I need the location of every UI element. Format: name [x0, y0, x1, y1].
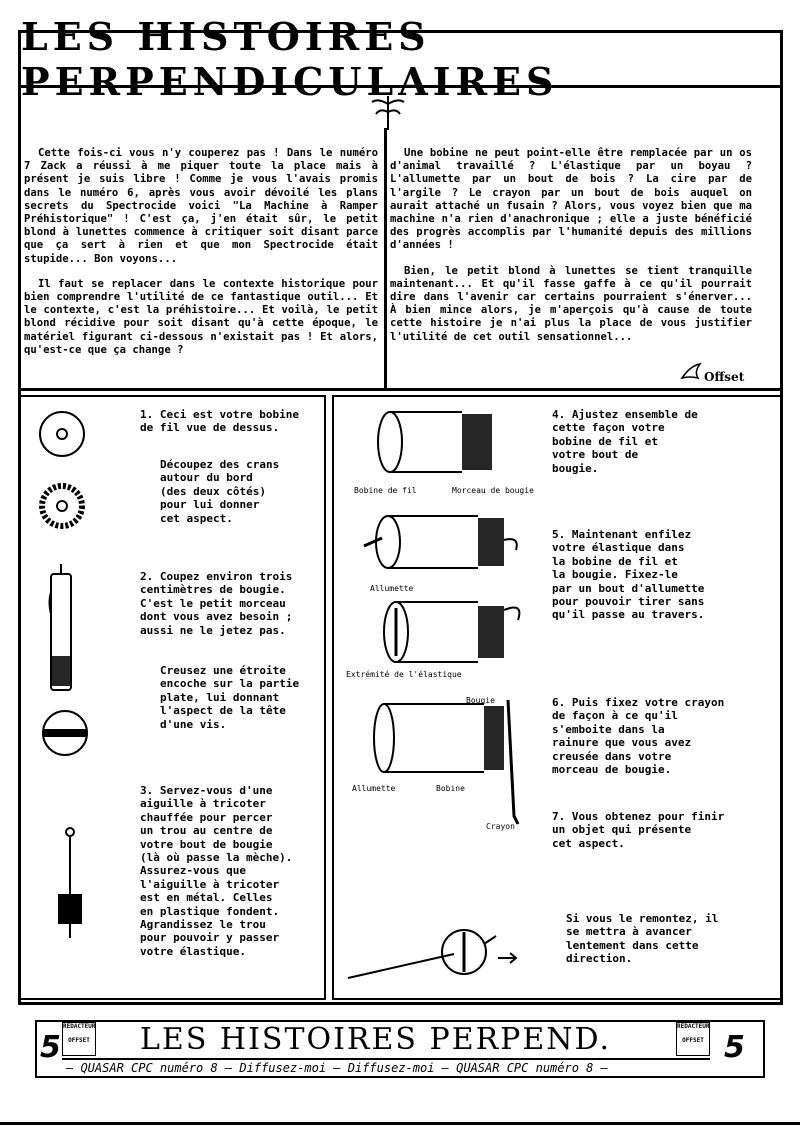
caption-morceau-de-bougie: Morceau de bougie	[452, 486, 534, 495]
footer-strip-rule	[62, 1058, 710, 1060]
intro-right-paragraph-1: Une bobine ne peut point-elle être remplacée par un os d'animal travaillé ? L'élastique par un boyau ? L'allumette par un bout de bois ? La cire par de l'argile ? Le crayon par un bout de bois auquel on aurait attaché un fusain ? Alors, vous voyez bien que ma machine n'a rien d'anachronique ; elle a juste bénéficié des progrès accomplis par l'humanité depuis des millions d'années !	[390, 147, 752, 252]
scan-edge-line	[0, 1122, 800, 1125]
redacteur-badge-left	[62, 1022, 96, 1056]
notched-spool-icon	[36, 480, 88, 532]
intro-bottom-rule	[21, 388, 780, 391]
step-3-text: 3. Servez-vous d'une aiguille à tricoter chauffée pour percer un trou au centre de votre bout de bougie (là où passe la mèche). Assurez-vous que l'aiguille à tricoter est en métal. Celles en plastique fondent. Agrandissez le trou pour pouvoir y passer votre élastique.	[140, 784, 293, 958]
caption-crayon: Crayon	[486, 822, 515, 831]
redacteur-label: RÉDACTEUR	[63, 1023, 96, 1030]
footer-strip-text: — QUASAR CPC numéro 8 — Diffusez-moi — Diffusez-moi — QUASAR CPC numéro 8 —	[66, 1061, 608, 1075]
redacteur-badge-right	[676, 1022, 710, 1056]
step-6-text: 6. Puis fixez votre crayon de façon à ce qu'il s'emboite dans la rainure que vous avez creusée dans votre morceau de bougie.	[552, 696, 725, 777]
step-2-detail-text: Creusez une étroite encoche sur la partie plate, lui donnant l'aspect de la tête d'une vis.	[160, 664, 300, 731]
step-7-text: 7. Vous obtenez pour finir un objet qui présente cet aspect.	[552, 810, 725, 850]
redacteur-name-right: OFFSET	[682, 1037, 704, 1044]
spool-with-pencil-icon	[368, 696, 528, 826]
slotted-candle-top-icon	[40, 708, 90, 758]
intro-right-column	[390, 147, 752, 356]
page-number-right: 5	[724, 1030, 745, 1065]
intro-right-paragraph-2: Bien, le petit blond à lunettes se tient tranquille maintenant... Et qu'il fasse gaffe à ce qu'il pourrait dire dans l'avenir car certains pourraient s'énerver... À bien mince alors, je m'aperçois qu'à cause de toute cette histoire je n'ai plus la place de vous justifier l'utilité de cet outil sensationnel...	[390, 264, 752, 343]
intro-left-paragraph-1: Cette fois-ci vous n'y couperez pas ! Dans le numéro 7 Zack a réussi à me piquer toute la place mais à présent je suis libre ! Comme je vous l'avais promis dans le numéro 6, après vous avoir dévoilé les plans secrets du Spectrocide voici "La Machine à Ramper Préhistorique" ! C'est ça, j'en était sûr, le petit blond à lunettes commence à critiquer soit disant parce que ça sert à rien et que mon Spectrocide était stupide... Bon voyons...	[24, 147, 378, 265]
caption-bougie: Bougie	[466, 696, 495, 705]
step-1-detail-text: Découpez des crans autour du bord (des deux côtés) pour lui donner cet aspect.	[160, 458, 280, 525]
pierced-candle-icon	[50, 826, 90, 942]
bird-doodle-icon	[678, 360, 706, 384]
signature: Offset	[704, 370, 745, 384]
redacteur-label-right: RÉDACTEUR	[677, 1023, 710, 1030]
caption-extremite-elastique: Extrémité de l'élastique	[346, 670, 462, 679]
finished-machine-icon	[344, 920, 524, 984]
leaf-ornament-icon	[368, 92, 408, 132]
step-8-text: Si vous le remontez, il se mettra à avancer lentement dans cette direction.	[566, 912, 719, 966]
spool-and-candle-icon	[372, 404, 502, 484]
step-2-text: 2. Coupez environ trois centimètres de bougie. C'est le petit morceau dont vous avez besoin ; aussi ne le jetez pas.	[140, 570, 293, 637]
page-title: LES HISTOIRES PERPENDICULAIRES	[21, 14, 559, 104]
page-number-left: 5	[40, 1030, 61, 1065]
step-5-text: 5. Maintenant enfilez votre élastique dans la bobine de fil et la bougie. Fixez-le par un bout d'allumette pour pouvoir tirer sans qu'il passe au travers.	[552, 528, 705, 622]
step-1-text: 1. Ceci est votre bobine de fil vue de dessus.	[140, 408, 299, 435]
page-title-bar	[21, 14, 780, 104]
spool-top-view-icon	[38, 410, 86, 458]
candle-icon	[46, 562, 76, 694]
caption-allumette-2: Allumette	[352, 784, 396, 793]
intro-column-divider	[384, 128, 387, 390]
caption-bobine: Bobine	[436, 784, 465, 793]
caption-bobine-de-fil: Bobine de fil	[354, 486, 417, 495]
footer-title: LES HISTOIRES PERPEND.	[140, 1022, 612, 1057]
caption-allumette: Allumette	[370, 584, 414, 593]
step-4-text: 4. Ajustez ensemble de cette façon votre bobine de fil et votre bout de bougie.	[552, 408, 698, 475]
redacteur-name: OFFSET	[68, 1037, 90, 1044]
intro-left-paragraph-2: Il faut se replacer dans le contexte historique pour bien comprendre l'utilité de ce fantastique outil... Et le contexte, c'est la préhistoire... Et voilà, le petit blond récidive pour soit disant qu'à cette époque, le matériel figurant ci-dessous n'existait pas ! Et alors, qu'est-ce que ça change ?	[24, 277, 378, 356]
intro-left-column	[24, 147, 378, 369]
